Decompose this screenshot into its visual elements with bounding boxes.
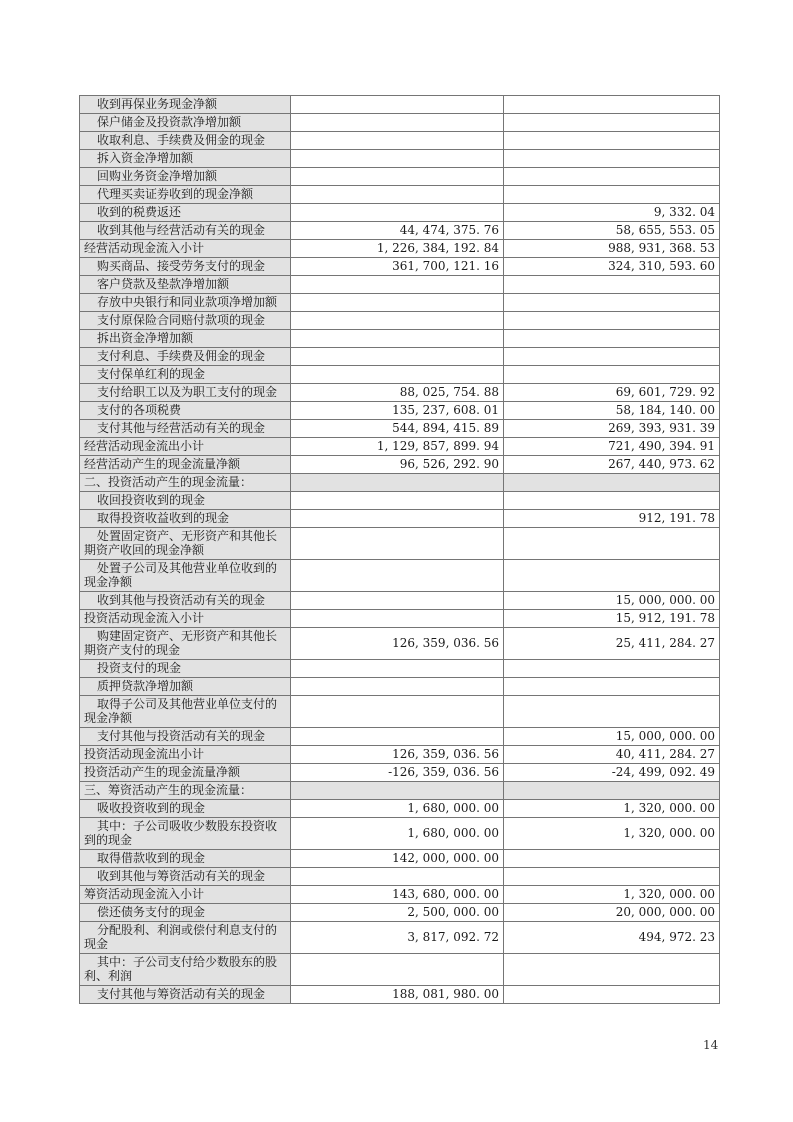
current-period-value-cell [291,114,504,132]
current-period-value-cell [291,492,504,510]
table-row [80,402,720,420]
current-period-value-cell [291,868,504,886]
prior-period-value-cell [504,168,720,186]
table-row [80,330,720,348]
current-period-value-cell [291,132,504,150]
table-row [80,764,720,782]
prior-period-value-cell: 40, 411, 284. 27 [504,746,720,764]
section-header-row [80,474,720,492]
current-period-value-cell [291,610,504,628]
table-row [80,818,720,850]
table-row [80,438,720,456]
table-body [80,96,720,1004]
row-label-cell: 偿还债务支付的现金 [80,904,291,922]
prior-period-value-cell: 269, 393, 931. 39 [504,420,720,438]
page-number: 14 [703,1038,719,1052]
row-label-cell: 收到其他与筹资活动有关的现金 [80,868,291,886]
row-label-cell: 支付其他与筹资活动有关的现金 [80,986,291,1004]
current-period-value-cell: 544, 894, 415. 89 [291,420,504,438]
table-row [80,114,720,132]
table-row [80,96,720,114]
current-period-value-cell [291,782,504,800]
prior-period-value-cell [504,114,720,132]
row-label-cell: 其中：子公司吸收少数股东投资收到的现金 [80,818,291,850]
prior-period-value-cell: 1, 320, 000. 00 [504,818,720,850]
table-row [80,420,720,438]
prior-period-value-cell: 20, 000, 000. 00 [504,904,720,922]
table-row [80,186,720,204]
current-period-value-cell: -126, 359, 036. 56 [291,764,504,782]
row-label-cell: 经营活动现金流出小计 [80,438,291,456]
current-period-value-cell [291,276,504,294]
current-period-value-cell: 44, 474, 375. 76 [291,222,504,240]
prior-period-value-cell [504,528,720,560]
current-period-value-cell [291,348,504,366]
current-period-value-cell [291,728,504,746]
row-label-cell: 支付利息、手续费及佣金的现金 [80,348,291,366]
current-period-value-cell: 1, 129, 857, 899. 94 [291,438,504,456]
row-label-cell: 拆入资金净增加额 [80,150,291,168]
table-row [80,850,720,868]
prior-period-value-cell: 15, 000, 000. 00 [504,728,720,746]
current-period-value-cell: 1, 226, 384, 192. 84 [291,240,504,258]
row-label-cell: 投资活动现金流入小计 [80,610,291,628]
row-label-cell: 投资活动产生的现金流量净额 [80,764,291,782]
current-period-value-cell [291,510,504,528]
row-label-cell: 收到的税费返还 [80,204,291,222]
current-period-value-cell: 2, 500, 000. 00 [291,904,504,922]
row-label-cell: 支付其他与投资活动有关的现金 [80,728,291,746]
current-period-value-cell: 143, 680, 000. 00 [291,886,504,904]
table-row [80,904,720,922]
table-row [80,868,720,886]
row-label-cell: 收到其他与经营活动有关的现金 [80,222,291,240]
table-row [80,986,720,1004]
table-row [80,168,720,186]
row-label-cell: 处置固定资产、无形资产和其他长期资产收回的现金净额 [80,528,291,560]
row-label-cell: 收取利息、手续费及佣金的现金 [80,132,291,150]
prior-period-value-cell: 15, 000, 000. 00 [504,592,720,610]
current-period-value-cell: 126, 359, 036. 56 [291,628,504,660]
row-label-cell: 取得子公司及其他营业单位支付的现金净额 [80,696,291,728]
prior-period-value-cell: 9, 332. 04 [504,204,720,222]
prior-period-value-cell [504,330,720,348]
row-label-cell: 处置子公司及其他营业单位收到的现金净额 [80,560,291,592]
current-period-value-cell: 135, 237, 608. 01 [291,402,504,420]
row-label-cell: 客户贷款及垫款净增加额 [80,276,291,294]
prior-period-value-cell: 15, 912, 191. 78 [504,610,720,628]
prior-period-value-cell: 25, 411, 284. 27 [504,628,720,660]
table-row [80,610,720,628]
current-period-value-cell: 126, 359, 036. 56 [291,746,504,764]
row-label-cell: 分配股利、利润或偿付利息支付的现金 [80,922,291,954]
prior-period-value-cell [504,986,720,1004]
row-label-cell: 支付的各项税费 [80,402,291,420]
table-row [80,678,720,696]
row-label-cell: 存放中央银行和同业款项净增加额 [80,294,291,312]
table-row [80,696,720,728]
table-row [80,276,720,294]
current-period-value-cell [291,312,504,330]
prior-period-value-cell [504,348,720,366]
current-period-value-cell: 188, 081, 980. 00 [291,986,504,1004]
row-label-cell: 经营活动现金流入小计 [80,240,291,258]
current-period-value-cell: 96, 526, 292. 90 [291,456,504,474]
prior-period-value-cell [504,560,720,592]
prior-period-value-cell [504,678,720,696]
prior-period-value-cell: 58, 184, 140. 00 [504,402,720,420]
cash-flow-statement-table [79,95,720,1004]
prior-period-value-cell [504,132,720,150]
row-label-cell: 取得投资收益收到的现金 [80,510,291,528]
prior-period-value-cell: 1, 320, 000. 00 [504,800,720,818]
current-period-value-cell [291,560,504,592]
table-row [80,132,720,150]
current-period-value-cell [291,592,504,610]
table-row [80,348,720,366]
row-label-cell: 二、投资活动产生的现金流量： [80,474,291,492]
current-period-value-cell [291,954,504,986]
prior-period-value-cell [504,294,720,312]
row-label-cell: 取得借款收到的现金 [80,850,291,868]
current-period-value-cell: 3, 817, 092. 72 [291,922,504,954]
current-period-value-cell: 1, 680, 000. 00 [291,800,504,818]
table-row [80,312,720,330]
table-row [80,592,720,610]
prior-period-value-cell [504,660,720,678]
table-row [80,492,720,510]
prior-period-value-cell [504,150,720,168]
prior-period-value-cell [504,474,720,492]
prior-period-value-cell [504,96,720,114]
table-row [80,886,720,904]
table-row [80,222,720,240]
row-label-cell: 购建固定资产、无形资产和其他长期资产支付的现金 [80,628,291,660]
current-period-value-cell [291,678,504,696]
current-period-value-cell: 361, 700, 121. 16 [291,258,504,276]
current-period-value-cell [291,96,504,114]
prior-period-value-cell: 324, 310, 593. 60 [504,258,720,276]
prior-period-value-cell [504,492,720,510]
prior-period-value-cell [504,366,720,384]
row-label-cell: 经营活动产生的现金流量净额 [80,456,291,474]
table-row [80,954,720,986]
row-label-cell: 三、筹资活动产生的现金流量： [80,782,291,800]
table-row [80,240,720,258]
prior-period-value-cell: 721, 490, 394. 91 [504,438,720,456]
table-row [80,366,720,384]
table-row [80,150,720,168]
row-label-cell: 收到其他与投资活动有关的现金 [80,592,291,610]
prior-period-value-cell: 1, 320, 000. 00 [504,886,720,904]
row-label-cell: 筹资活动现金流入小计 [80,886,291,904]
table-row [80,258,720,276]
prior-period-value-cell [504,782,720,800]
current-period-value-cell [291,294,504,312]
current-period-value-cell [291,660,504,678]
table-row [80,800,720,818]
row-label-cell: 购买商品、接受劳务支付的现金 [80,258,291,276]
prior-period-value-cell: 69, 601, 729. 92 [504,384,720,402]
prior-period-value-cell [504,868,720,886]
table-row [80,294,720,312]
prior-period-value-cell: 912, 191. 78 [504,510,720,528]
table-row [80,528,720,560]
prior-period-value-cell [504,696,720,728]
table-row [80,560,720,592]
section-header-row [80,782,720,800]
current-period-value-cell [291,168,504,186]
current-period-value-cell [291,330,504,348]
row-label-cell: 吸收投资收到的现金 [80,800,291,818]
row-label-cell: 支付其他与经营活动有关的现金 [80,420,291,438]
prior-period-value-cell [504,954,720,986]
current-period-value-cell [291,474,504,492]
row-label-cell: 收回投资收到的现金 [80,492,291,510]
row-label-cell: 拆出资金净增加额 [80,330,291,348]
table-row [80,628,720,660]
prior-period-value-cell: 988, 931, 368. 53 [504,240,720,258]
current-period-value-cell: 1, 680, 000. 00 [291,818,504,850]
table-row [80,922,720,954]
current-period-value-cell [291,150,504,168]
table-row [80,204,720,222]
current-period-value-cell: 88, 025, 754. 88 [291,384,504,402]
prior-period-value-cell: 494, 972. 23 [504,922,720,954]
row-label-cell: 代理买卖证券收到的现金净额 [80,186,291,204]
prior-period-value-cell [504,850,720,868]
prior-period-value-cell [504,186,720,204]
row-label-cell: 其中：子公司支付给少数股东的股利、利润 [80,954,291,986]
table-row [80,728,720,746]
current-period-value-cell [291,366,504,384]
row-label-cell: 支付保单红利的现金 [80,366,291,384]
table-row [80,456,720,474]
prior-period-value-cell: -24, 499, 092. 49 [504,764,720,782]
prior-period-value-cell [504,276,720,294]
current-period-value-cell: 142, 000, 000. 00 [291,850,504,868]
current-period-value-cell [291,696,504,728]
row-label-cell: 支付给职工以及为职工支付的现金 [80,384,291,402]
table-row [80,746,720,764]
row-label-cell: 质押贷款净增加额 [80,678,291,696]
table-row [80,384,720,402]
table-row [80,660,720,678]
row-label-cell: 收到再保业务现金净额 [80,96,291,114]
row-label-cell: 投资支付的现金 [80,660,291,678]
table-row [80,510,720,528]
row-label-cell: 保户储金及投资款净增加额 [80,114,291,132]
prior-period-value-cell: 58, 655, 553. 05 [504,222,720,240]
prior-period-value-cell [504,312,720,330]
current-period-value-cell [291,186,504,204]
row-label-cell: 投资活动现金流出小计 [80,746,291,764]
current-period-value-cell [291,204,504,222]
current-period-value-cell [291,528,504,560]
prior-period-value-cell: 267, 440, 973. 62 [504,456,720,474]
row-label-cell: 支付原保险合同赔付款项的现金 [80,312,291,330]
row-label-cell: 回购业务资金净增加额 [80,168,291,186]
